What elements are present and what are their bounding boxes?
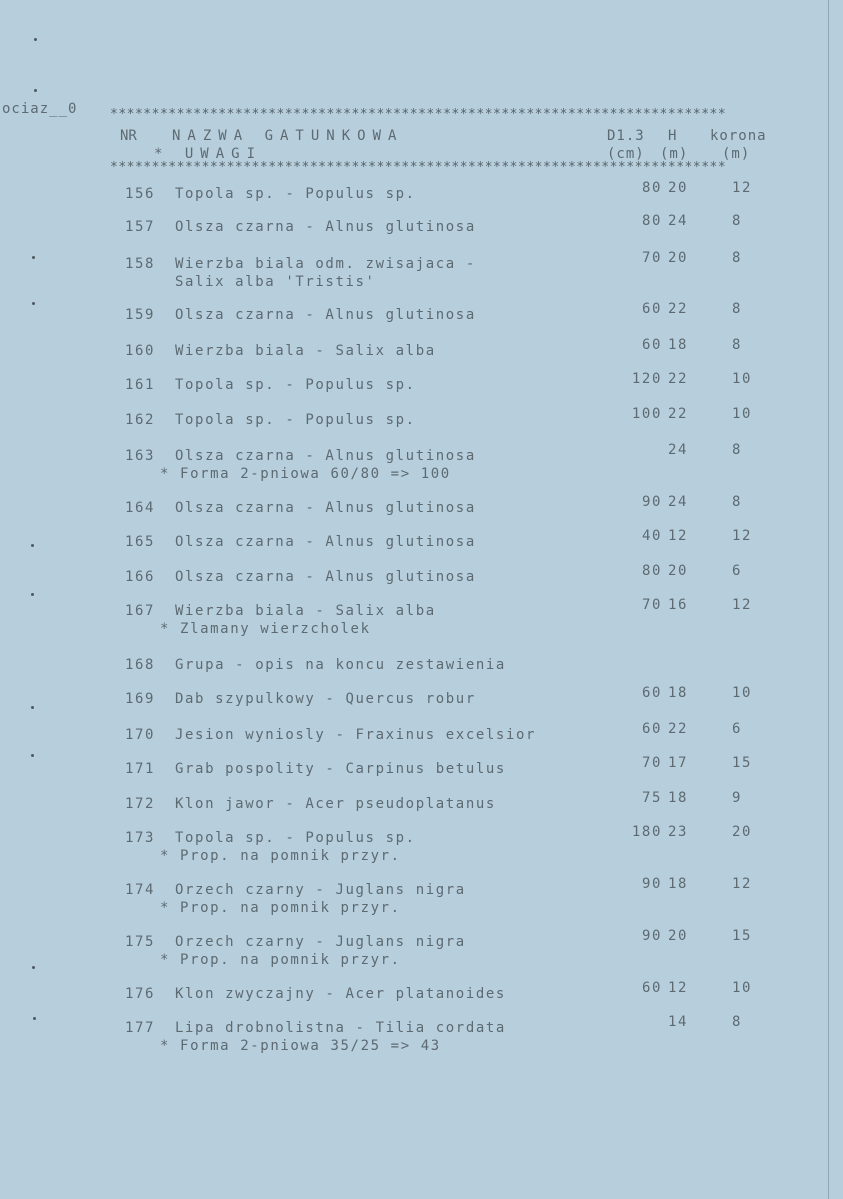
species-name: Wierzba biala - Salix alba [175,603,436,619]
crown-width: 8 [732,301,743,317]
row-note: * Prop. na pomnik przyr. [160,952,401,968]
tree-height: 22 [668,371,689,387]
column-header-nr: NR [120,128,137,144]
file-name: ociaz__0 [2,101,78,117]
trunk-diameter: 120 [631,371,662,387]
trunk-diameter: 75 [641,790,662,806]
crown-width: 12 [732,180,753,196]
crown-width: 10 [732,980,753,996]
species-name: Jesion wyniosly - Fraxinus excelsior [175,727,537,743]
tree-height: 23 [668,824,689,840]
speck [34,89,37,92]
row-number: 166 [125,569,156,585]
row-number: 169 [125,691,156,707]
tree-height: 14 [668,1014,689,1030]
species-name: Topola sp. - Populus sp. [175,412,416,428]
column-header-dbh: D1.3 [607,128,645,144]
row-note: * Forma 2-pniowa 35/25 => 43 [160,1038,441,1054]
table-row [0,250,843,299]
tree-height: 18 [668,790,689,806]
column-header-name: NAZWA GATUNKOWA [172,128,404,144]
species-name: Olsza czarna - Alnus glutinosa [175,307,476,323]
trunk-diameter: 60 [641,980,662,996]
crown-width: 8 [732,494,743,510]
row-number: 164 [125,500,156,516]
crown-width: 12 [732,597,753,613]
row-note: * Prop. na pomnik przyr. [160,900,401,916]
column-header-dbh-unit: (cm) [607,146,645,162]
crown-width: 12 [732,528,753,544]
row-number: 174 [125,882,156,898]
tree-height: 22 [668,721,689,737]
tree-height: 24 [668,494,689,510]
species-name: Olsza czarna - Alnus glutinosa [175,219,476,235]
row-number: 167 [125,603,156,619]
species-name: Topola sp. - Populus sp. [175,377,416,393]
trunk-diameter: 70 [641,597,662,613]
species-name: Grupa - opis na koncu zestawienia [175,657,506,673]
species-name: Lipa drobnolistna - Tilia cordata [175,1020,506,1036]
column-header-crown-unit: (m) [722,146,751,162]
trunk-diameter: 100 [631,406,662,422]
trunk-diameter: 70 [641,755,662,771]
tree-height: 22 [668,301,689,317]
crown-width: 6 [732,721,743,737]
species-name: Wierzba biala - Salix alba [175,343,436,359]
species-name: Orzech czarny - Juglans nigra [175,934,466,950]
species-name: Klon jawor - Acer pseudoplatanus [175,796,496,812]
tree-height: 16 [668,597,689,613]
row-number: 160 [125,343,156,359]
crown-width: 8 [732,442,743,458]
row-number: 165 [125,534,156,550]
trunk-diameter: 60 [641,301,662,317]
crown-width: 8 [732,250,743,266]
tree-height: 22 [668,406,689,422]
tree-height: 20 [668,928,689,944]
species-name: Topola sp. - Populus sp. [175,830,416,846]
table-row [0,442,843,491]
species-name: Orzech czarny - Juglans nigra [175,882,466,898]
crown-width: 12 [732,876,753,892]
tree-height: 12 [668,980,689,996]
tree-height: 20 [668,180,689,196]
row-note: * Forma 2-pniowa 60/80 => 100 [160,466,451,482]
speck [32,302,35,305]
row-number: 170 [125,727,156,743]
row-number: 175 [125,934,156,950]
row-number: 163 [125,448,156,464]
tree-height: 24 [668,213,689,229]
row-number: 159 [125,307,156,323]
species-name: Topola sp. - Populus sp. [175,186,416,202]
row-number: 176 [125,986,156,1002]
header-top-rule: ************************************************************************** [110,107,727,122]
trunk-diameter: 90 [641,928,662,944]
row-number: 156 [125,186,156,202]
species-name: Wierzba biala odm. zwisajaca - [175,256,476,272]
header-bottom-rule: ************************************************************************** [110,160,727,175]
column-header-notes: * UWAGI [154,146,263,162]
row-number: 172 [125,796,156,812]
row-note: * Zlamany wierzcholek [160,621,371,637]
species-name: Olsza czarna - Alnus glutinosa [175,534,476,550]
tree-height: 12 [668,528,689,544]
crown-width: 10 [732,371,753,387]
column-header-crown: korona [710,128,767,144]
table-row [0,597,843,646]
trunk-diameter: 90 [641,494,662,510]
crown-width: 8 [732,1014,743,1030]
trunk-diameter: 60 [641,337,662,353]
column-header-height-unit: (m) [660,146,689,162]
trunk-diameter: 40 [641,528,662,544]
trunk-diameter: 90 [641,876,662,892]
row-number: 177 [125,1020,156,1036]
row-number: 168 [125,657,156,673]
tree-height: 18 [668,685,689,701]
trunk-diameter: 60 [641,721,662,737]
column-header-height: H [668,128,678,144]
crown-width: 9 [732,790,743,806]
crown-width: 10 [732,406,753,422]
crown-width: 8 [732,213,743,229]
crown-width: 6 [732,563,743,579]
trunk-diameter: 60 [641,685,662,701]
crown-width: 10 [732,685,753,701]
row-number: 161 [125,377,156,393]
crown-width: 8 [732,337,743,353]
tree-height: 17 [668,755,689,771]
trunk-diameter: 80 [641,563,662,579]
table-row [0,824,843,873]
row-number: 158 [125,256,156,272]
species-name: Grab pospolity - Carpinus betulus [175,761,506,777]
trunk-diameter: 80 [641,180,662,196]
trunk-diameter: 80 [641,213,662,229]
tree-height: 18 [668,876,689,892]
trunk-diameter: 70 [641,250,662,266]
row-number: 173 [125,830,156,846]
row-note: * Prop. na pomnik przyr. [160,848,401,864]
species-name: Dab szypulkowy - Quercus robur [175,691,476,707]
tree-height: 18 [668,337,689,353]
speck [34,38,37,41]
trunk-diameter: 180 [631,824,662,840]
crown-width: 15 [732,755,753,771]
tree-height: 20 [668,250,689,266]
crown-width: 15 [732,928,753,944]
table-row [0,876,843,925]
species-name-continued: Salix alba 'Tristis' [175,274,376,290]
species-name: Olsza czarna - Alnus glutinosa [175,448,476,464]
species-name: Olsza czarna - Alnus glutinosa [175,569,476,585]
tree-height: 24 [668,442,689,458]
row-number: 171 [125,761,156,777]
table-row [0,1014,843,1063]
row-number: 162 [125,412,156,428]
crown-width: 20 [732,824,753,840]
row-number: 157 [125,219,156,235]
tree-height: 20 [668,563,689,579]
species-name: Olsza czarna - Alnus glutinosa [175,500,476,516]
species-name: Klon zwyczajny - Acer platanoides [175,986,506,1002]
table-row [0,928,843,977]
